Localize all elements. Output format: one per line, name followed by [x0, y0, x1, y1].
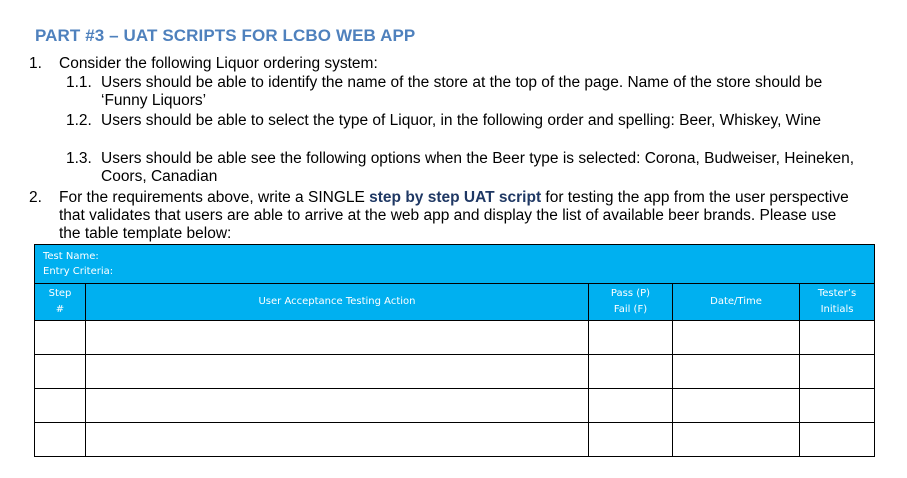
step-cell[interactable] [35, 423, 86, 457]
subitem-1-2-number: 1.2. [66, 112, 92, 129]
action-cell[interactable] [86, 389, 589, 423]
page-title: PART #3 – UAT SCRIPTS FOR LCBO WEB APP [35, 26, 416, 45]
test-name-label: Test Name: [43, 251, 99, 262]
step-cell[interactable] [35, 389, 86, 423]
pass-header-line2: Fail (F) [613, 304, 648, 315]
table-row [35, 355, 875, 389]
date-time-cell[interactable] [673, 355, 800, 389]
item-2-emphasis: step by step UAT script [369, 189, 542, 206]
item-1-number: 1. [29, 55, 42, 72]
action-cell[interactable] [86, 321, 589, 355]
date-time-cell[interactable] [673, 389, 800, 423]
step-cell[interactable] [35, 321, 86, 355]
step-cell[interactable] [35, 355, 86, 389]
column-header-pass-fail [589, 284, 673, 321]
table-header-row [35, 284, 875, 321]
column-header-date-time: Date/Time [673, 284, 800, 321]
entry-criteria-label: Entry Criteria: [43, 266, 114, 277]
initials-header-line2: Initials [820, 304, 854, 315]
subitem-1-3-number: 1.3. [66, 150, 92, 167]
uat-script-table [34, 244, 875, 457]
action-cell[interactable] [86, 423, 589, 457]
table-row [35, 423, 875, 457]
pass-fail-cell[interactable] [589, 423, 673, 457]
pass-fail-cell[interactable] [589, 355, 673, 389]
step-header-line2: # [55, 304, 65, 315]
item-2-text [59, 189, 859, 243]
table-info-row [35, 245, 875, 284]
item-2-text-before: For the requirements above, write a SINGLE [59, 189, 370, 206]
initials-cell[interactable] [800, 355, 875, 389]
date-time-cell[interactable] [673, 321, 800, 355]
item-1-text: Consider the following Liquor ordering system: [59, 55, 378, 72]
subitem-1-1-number: 1.1. [66, 74, 92, 91]
step-header-line1: Step [48, 288, 72, 299]
pass-header-line1: Pass (P) [610, 288, 651, 299]
initials-header-line1: Tester’s [817, 288, 857, 299]
item-2-number: 2. [29, 189, 42, 206]
column-header-action: User Acceptance Testing Action [86, 284, 589, 321]
item-2-text-after: for testing the app from the user perspective that validates that users are able to arrive at the web app and display the list of available beer brands. Please use the table template below: [59, 189, 849, 242]
subitem-1-2-text: Users should be able to select the type of Liquor, in the following order and spelling: Beer, Whiskey, Wine [101, 112, 822, 129]
pass-fail-cell[interactable] [589, 389, 673, 423]
subitem-1-3-text: Users should be able see the following options when the Beer type is selected: Corona, Budweiser, Heineken, Coors, Canadian [101, 150, 855, 185]
column-header-step [35, 284, 86, 321]
pass-fail-cell[interactable] [589, 321, 673, 355]
table-row [35, 321, 875, 355]
initials-cell[interactable] [800, 321, 875, 355]
column-header-initials [800, 284, 875, 321]
table-row [35, 389, 875, 423]
table-info-cell[interactable] [35, 245, 875, 284]
initials-cell[interactable] [800, 389, 875, 423]
date-time-cell[interactable] [673, 423, 800, 457]
initials-cell[interactable] [800, 423, 875, 457]
subitem-1-1-text: Users should be able to identify the name of the store at the top of the page. Name of the store should be ‘Funny Liquors’ [101, 74, 823, 109]
action-cell[interactable] [86, 355, 589, 389]
